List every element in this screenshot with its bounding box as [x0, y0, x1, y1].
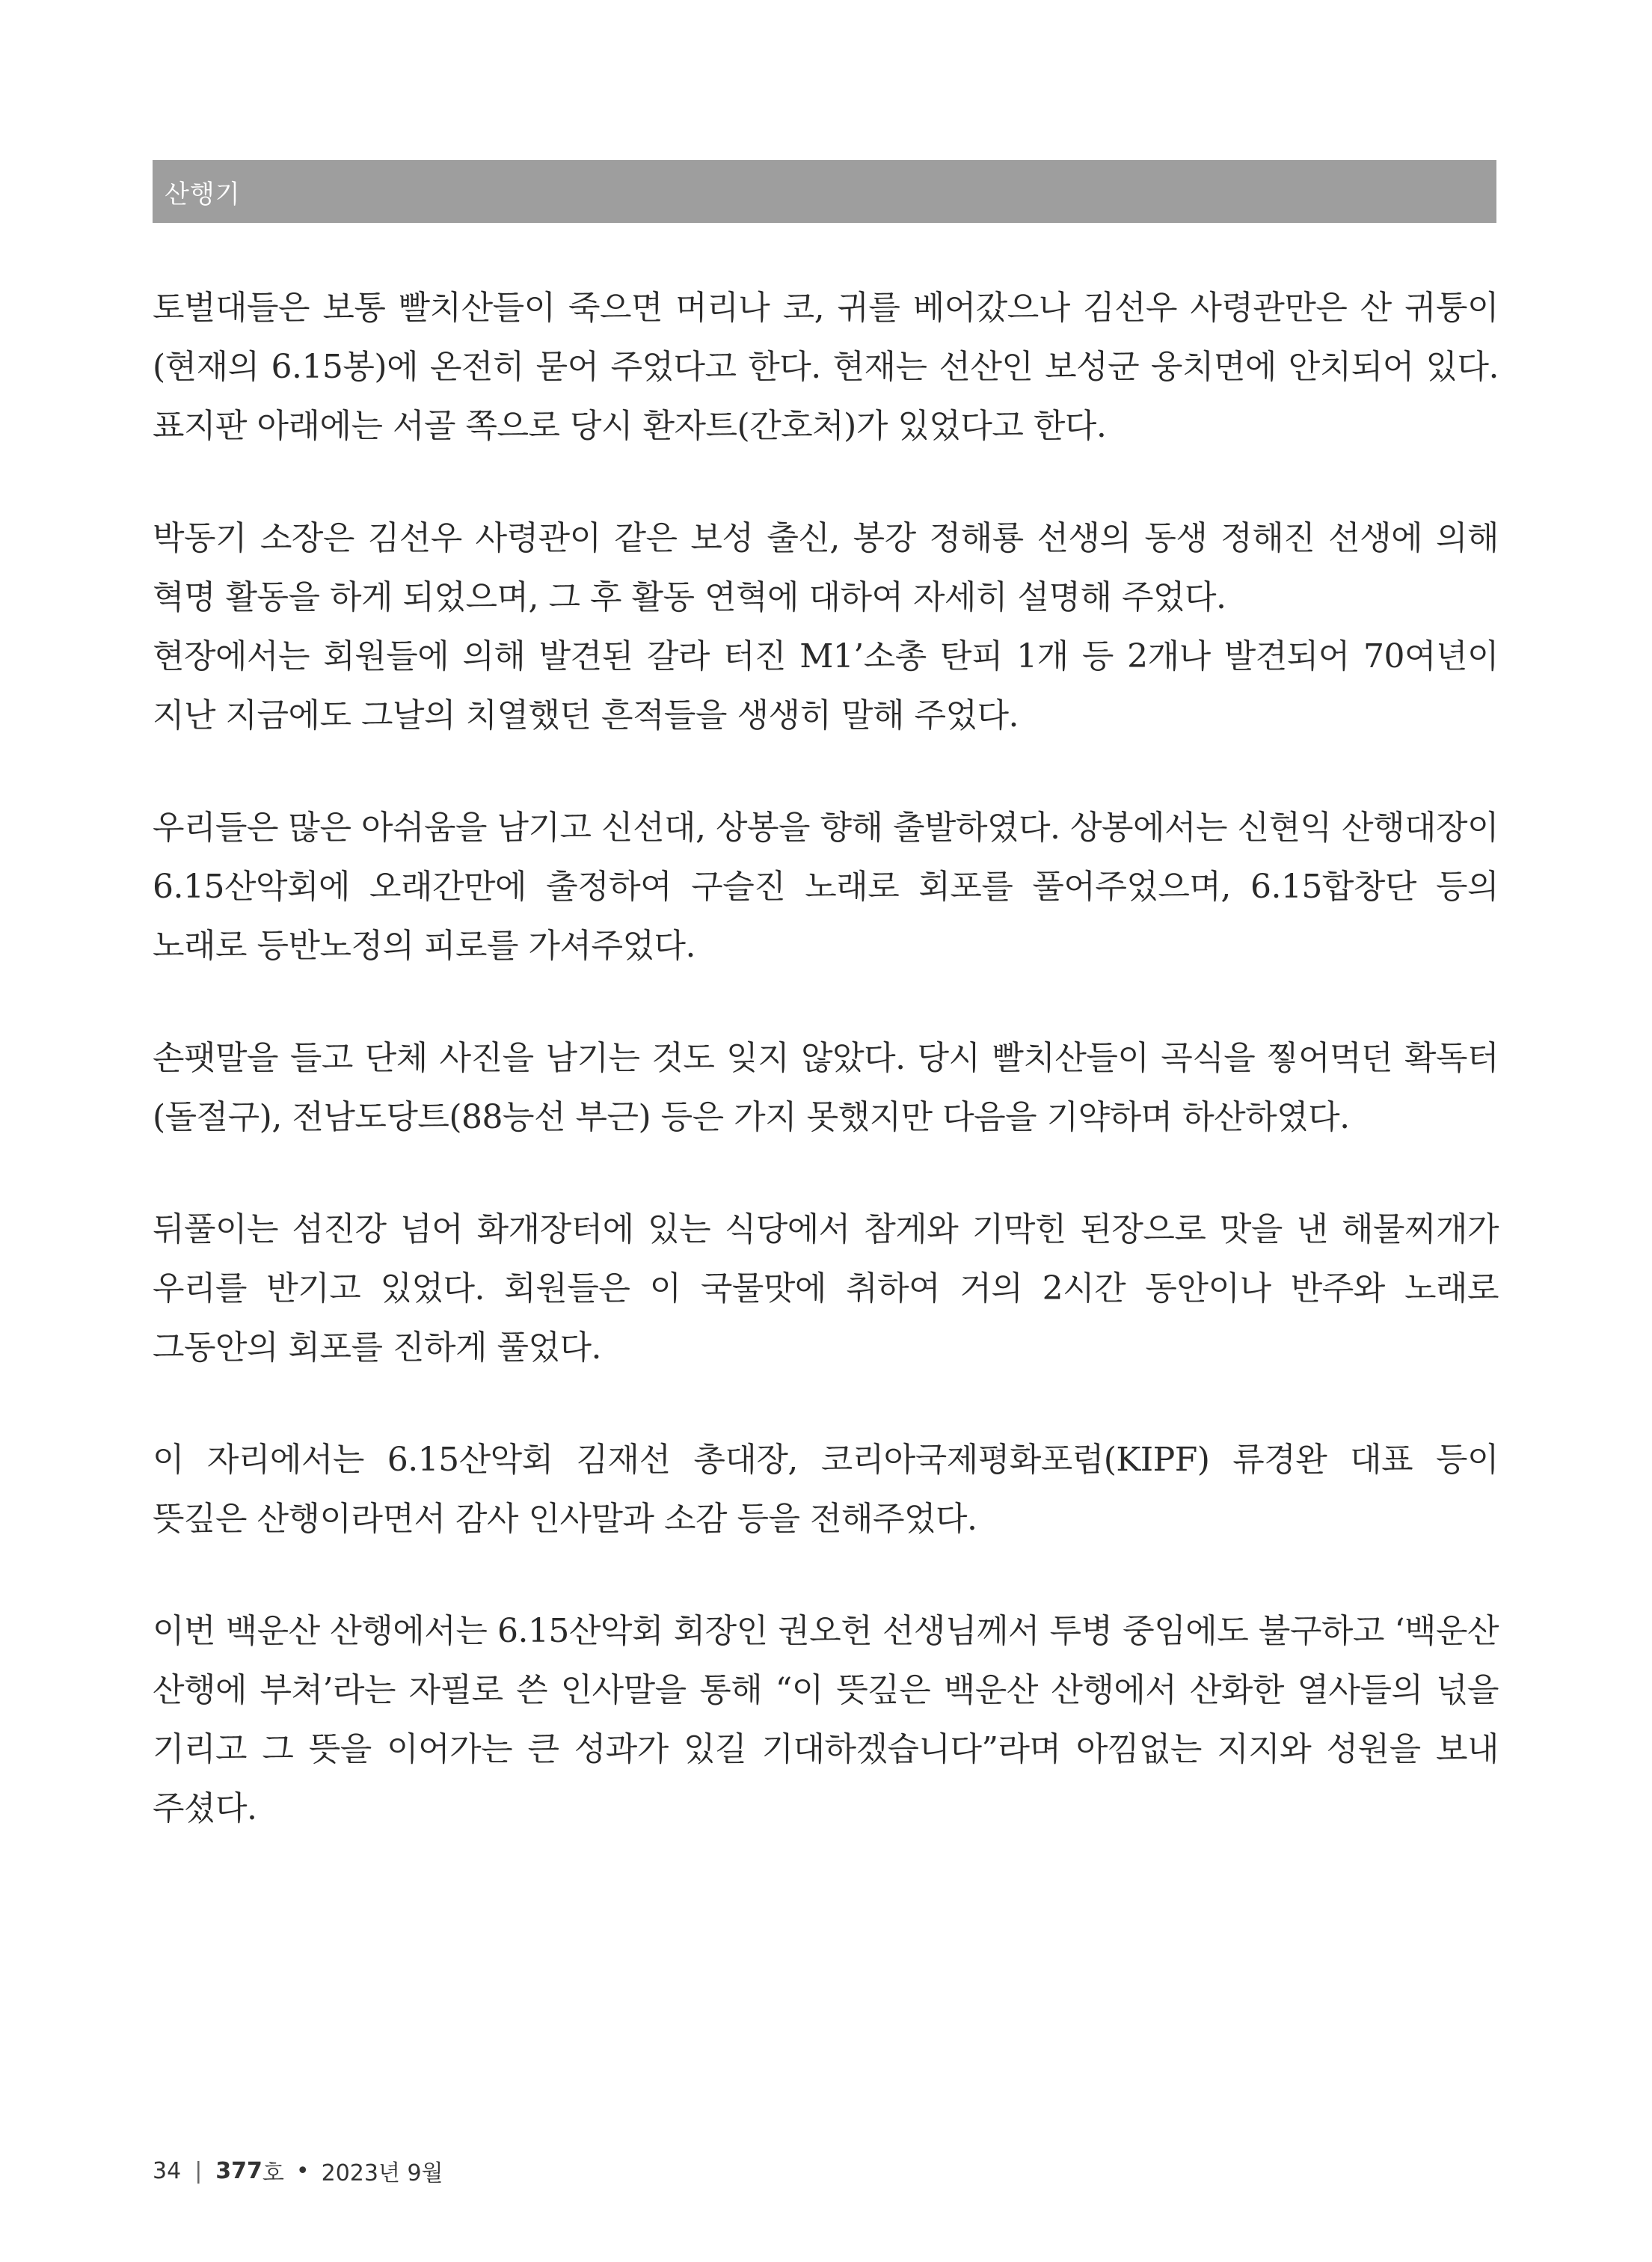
paragraph: 손팻말을 들고 단체 사진을 남기는 것도 잊지 않았다. 당시 빨치산들이 곡식을 찧어먹던 확독터(돌절구), 전남도당트(88능선 부근) 등은 가지 못했지만 다음을 기약하며 하산하였다. [153, 1039, 1499, 1136]
page-footer [153, 2154, 443, 2187]
section-header-bar [153, 160, 1496, 223]
paragraph: 박동기 소장은 김선우 사령관이 같은 보성 출신, 봉강 정해룡 선생의 동생 정해진 선생에 의해 혁명 활동을 하게 되었으며, 그 후 활동 연혁에 대하여 자세히 설명해 주었다. [153, 519, 1499, 616]
issue-suffix: 호 [262, 2160, 284, 2186]
paragraph: 이번 백운산 산행에서는 6.15산악회 회장인 권오헌 선생님께서 투병 중임에도 불구하고 ‘백운산 산행에 부쳐’라는 자필로 쓴 인사말을 통해 “이 뜻깊은 백운산 산행에서 산화한 열사들의 넋을 기리고 그 뜻을 이어가는 큰 성과가 있길 기대하겠습니다”라며 아낌없는 지지와 성원을 보내 주셨다. [153, 1612, 1499, 1827]
issue-date: 2023년 9월 [321, 2160, 443, 2186]
paragraph: 이 자리에서는 6.15산악회 김재선 총대장, 코리아국제평화포럼(KIPF) 류경완 대표 등이 뜻깊은 산행이라면서 감사 인사말과 소감 등을 전해주었다. [153, 1441, 1499, 1538]
issue-number: 377 [215, 2157, 262, 2184]
section-label: 산행기 [165, 179, 241, 209]
page-number: 34 [153, 2157, 182, 2184]
footer-bullet: • [295, 2157, 310, 2184]
paragraph: 토벌대들은 보통 빨치산들이 죽으면 머리나 코, 귀를 베어갔으나 김선우 사령관만은 산 귀퉁이(현재의 6.15봉)에 온전히 묻어 주었다고 한다. 현재는 선산인 보성군 웅치면에 안치되어 있다. 표지판 아래에는 서골 쪽으로 당시 환자트(간호처)가 있었다고 한다. [153, 289, 1499, 445]
paragraph: 우리들은 많은 아쉬움을 남기고 신선대, 상봉을 향해 출발하였다. 상봉에서는 신현익 산행대장이 6.15산악회에 오래간만에 출정하여 구슬진 노래로 회포를 풀어주었으며, 6.15합창단 등의 노래로 등반노정의 피로를 가셔주었다. [153, 809, 1499, 965]
article-body [153, 278, 1499, 1891]
paragraph: 뒤풀이는 섬진강 넘어 화개장터에 있는 식당에서 참게와 기막힌 된장으로 맛을 낸 해물찌개가 우리를 반기고 있었다. 회원들은 이 국물맛에 취하여 거의 2시간 동안이나 반주와 노래로 그동안의 회포를 진하게 풀었다. [153, 1210, 1499, 1367]
footer-separator: | [194, 2157, 203, 2184]
paragraph: 현장에서는 회원들에 의해 발견된 갈라 터진 M1’소총 탄피 1개 등 2개나 발견되어 70여년이 지난 지금에도 그날의 치열했던 흔적들을 생생히 말해 주었다. [153, 637, 1499, 735]
